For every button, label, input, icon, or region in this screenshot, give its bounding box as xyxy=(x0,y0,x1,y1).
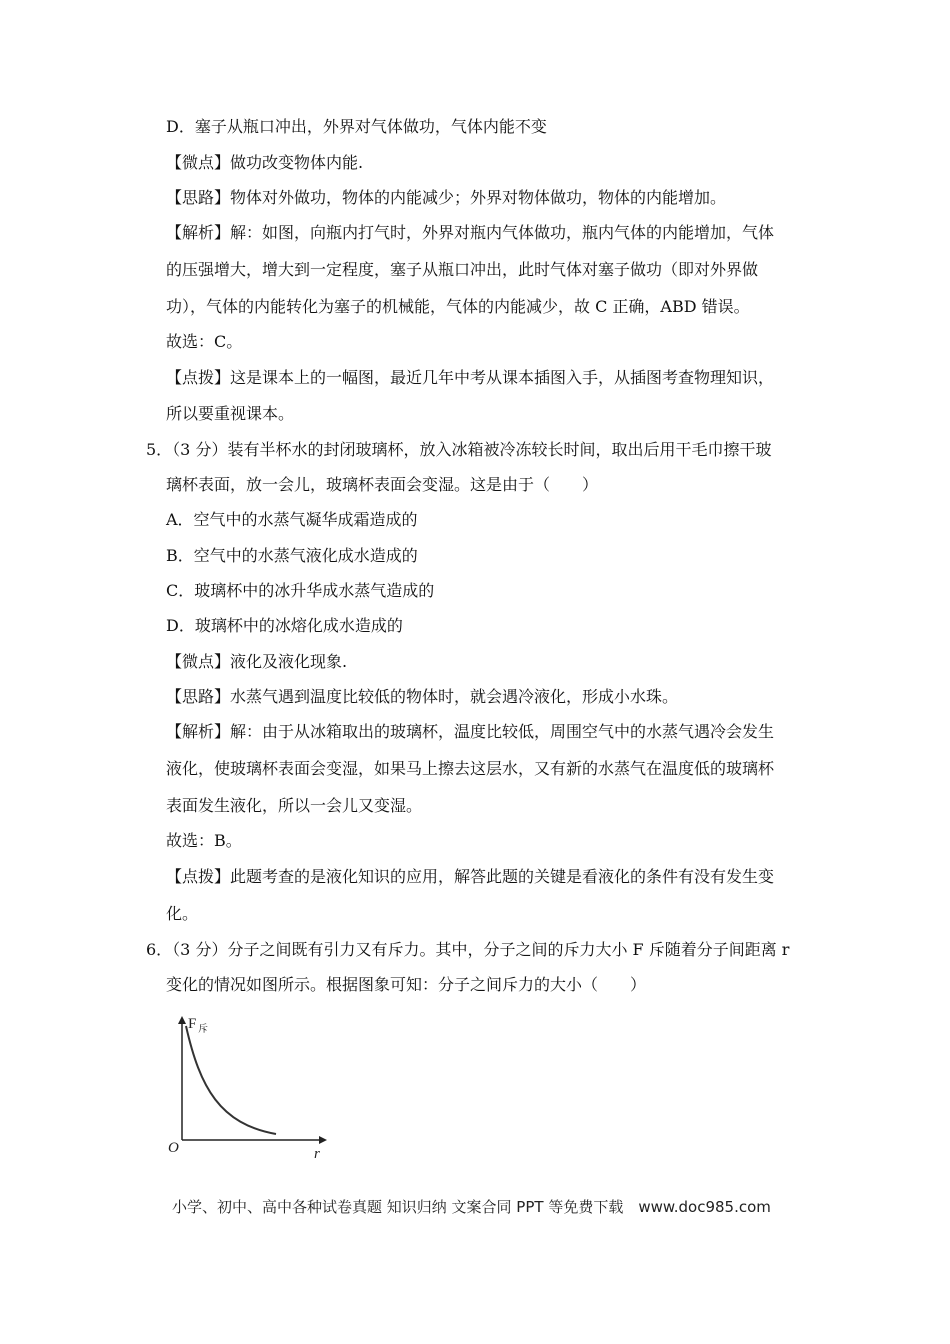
option-a: A．空气中的水蒸气凝华成霜造成的 xyxy=(166,510,418,529)
x-axis-label: r xyxy=(314,1146,320,1162)
option-d: D．玻璃杯中的冰熔化成水造成的 xyxy=(166,616,403,635)
text-line: 【思路】水蒸气遇到温度比较低的物体时，就会遇冷液化，形成小水珠。 xyxy=(166,687,679,706)
origin-label: O xyxy=(168,1140,179,1156)
text-line: 【解析】解：如图，向瓶内打气时，外界对瓶内气体做功，瓶内气体的内能增加，气体 xyxy=(166,223,775,242)
text-line: 故选：C。 xyxy=(166,332,243,351)
text-line: 【解析】解：由于从冰箱取出的玻璃杯，温度比较低，周围空气中的水蒸气遇冷会发生 xyxy=(166,722,775,741)
repulsion-force-graph xyxy=(160,1008,340,1168)
text-line: 【思路】物体对外做功，物体的内能减少；外界对物体做功，物体的内能增加。 xyxy=(166,188,727,207)
text-line: 化。 xyxy=(166,904,199,923)
footer-banner: 小学、初中、高中各种试卷真题 知识归纳 文案合同 PPT 等免费下载 www.doc985.com xyxy=(172,1198,771,1216)
text-line: 【微点】液化及液化现象. xyxy=(166,652,348,671)
text-line: D．塞子从瓶口冲出，外界对气体做功，气体内能不变 xyxy=(166,117,547,136)
graph-canvas xyxy=(160,1008,340,1168)
text-line: 变化的情况如图所示。根据图象可知：分子之间斥力的大小（ ） xyxy=(166,975,647,994)
text-line: 所以要重视课本。 xyxy=(166,404,295,423)
text-line: 【点拨】这是课本上的一幅图，最近几年中考从课本插图入手，从插图考查物理知识， xyxy=(166,368,775,387)
option-c: C．玻璃杯中的冰升华成水蒸气造成的 xyxy=(166,581,435,600)
option-b: B．空气中的水蒸气液化成水造成的 xyxy=(166,546,418,565)
question-6-stem: 6．（3 分）分子之间既有引力又有斥力。其中，分子之间的斥力大小 F 斥随着分子间距离 r xyxy=(146,940,790,959)
text-line: 的压强增大，增大到一定程度，塞子从瓶口冲出，此时气体对塞子做功（即对外界做 xyxy=(166,260,759,279)
text-line: 【微点】做功改变物体内能. xyxy=(166,153,364,172)
y-axis-label: F xyxy=(188,1016,197,1032)
x-axis-arrow xyxy=(319,1136,327,1144)
y-axis-subscript: 斥 xyxy=(198,1024,208,1035)
text-line: 【点拨】此题考查的是液化知识的应用，解答此题的关键是看液化的条件有没有发生变 xyxy=(166,867,775,886)
y-axis-arrow xyxy=(178,1016,186,1024)
text-line: 璃杯表面，放一会儿，玻璃杯表面会变湿。这是由于（ ） xyxy=(166,475,599,494)
repulsion-curve xyxy=(186,1026,276,1134)
text-line: 故选：B。 xyxy=(166,831,242,850)
text-line: 液化，使玻璃杯表面会变湿，如果马上擦去这层水，又有新的水蒸气在温度低的玻璃杯 xyxy=(166,759,775,778)
question-5-stem: 5．（3 分）装有半杯水的封闭玻璃杯，放入冰箱被冷冻较长时间，取出后用干毛巾擦干玻 xyxy=(146,440,772,459)
text-line: 表面发生液化，所以一会儿又变湿。 xyxy=(166,796,423,815)
text-line: 功），气体的内能转化为塞子的机械能，气体的内能减少，故 C 正确，ABD 错误。 xyxy=(166,297,750,316)
